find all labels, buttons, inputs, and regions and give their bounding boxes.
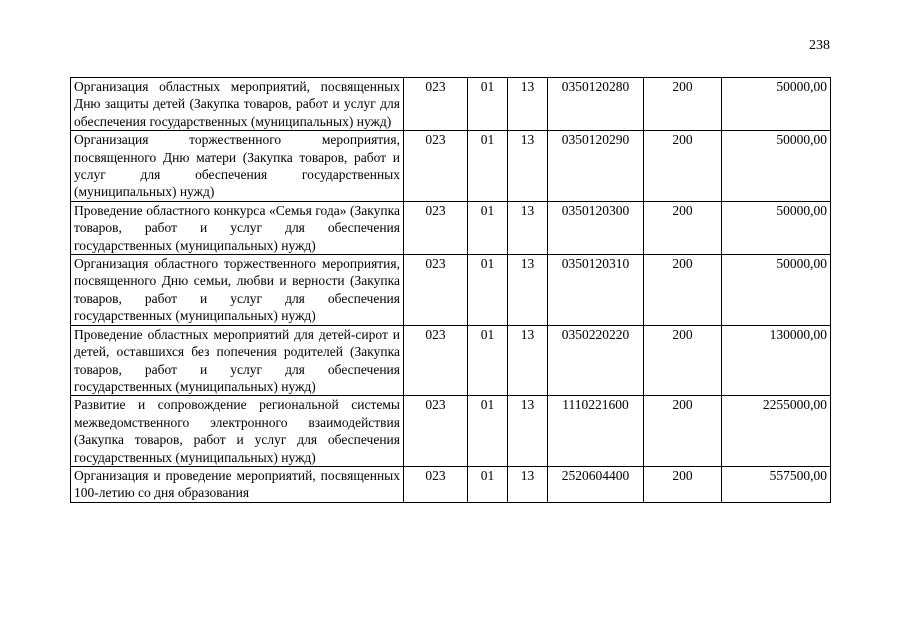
row-subsection-code: 13 [508, 396, 548, 467]
row-section-code: 01 [468, 396, 508, 467]
table-row [71, 325, 831, 396]
row-expense-type: 200 [644, 131, 722, 202]
row-amount: 557500,00 [722, 466, 831, 502]
row-target-article: 0350220220 [548, 325, 644, 396]
row-amount: 50000,00 [722, 131, 831, 202]
row-subsection-code: 13 [508, 78, 548, 131]
row-ministry-code: 023 [404, 131, 468, 202]
row-ministry-code: 023 [404, 201, 468, 254]
budget-table [70, 77, 831, 503]
page-number: 238 [809, 38, 830, 53]
row-target-article: 0350120300 [548, 201, 644, 254]
row-expense-type: 200 [644, 255, 722, 326]
row-ministry-code: 023 [404, 325, 468, 396]
row-target-article: 1110221600 [548, 396, 644, 467]
table-row [71, 396, 831, 467]
row-amount: 50000,00 [722, 78, 831, 131]
table-row [71, 78, 831, 131]
table-row [71, 466, 831, 502]
table-row [71, 131, 831, 202]
row-section-code: 01 [468, 466, 508, 502]
table-row [71, 201, 831, 254]
row-section-code: 01 [468, 201, 508, 254]
row-description: Организация областных мероприятий, посвященных Дню защиты детей (Закупка товаров, работ и услуг для обеспечения государственных (муниципальных) нужд) [71, 78, 404, 131]
row-subsection-code: 13 [508, 255, 548, 326]
row-amount: 50000,00 [722, 255, 831, 326]
row-description: Проведение областного конкурса «Семья года» (Закупка товаров, работ и услуг для обеспечения государственных (муниципальных) нужд) [71, 201, 404, 254]
row-expense-type: 200 [644, 78, 722, 131]
row-target-article: 0350120280 [548, 78, 644, 131]
row-target-article: 2520604400 [548, 466, 644, 502]
row-amount: 50000,00 [722, 201, 831, 254]
row-expense-type: 200 [644, 325, 722, 396]
row-expense-type: 200 [644, 466, 722, 502]
row-amount: 130000,00 [722, 325, 831, 396]
row-description: Организация и проведение мероприятий, посвященных 100-летию со дня образования [71, 466, 404, 502]
row-ministry-code: 023 [404, 255, 468, 326]
row-target-article: 0350120310 [548, 255, 644, 326]
row-subsection-code: 13 [508, 131, 548, 202]
row-section-code: 01 [468, 325, 508, 396]
row-ministry-code: 023 [404, 466, 468, 502]
row-description: Развитие и сопровождение региональной системы межведомственного электронного взаимодействия (Закупка товаров, работ и услуг для обеспечения государственных (муниципальных) нужд) [71, 396, 404, 467]
row-subsection-code: 13 [508, 466, 548, 502]
row-description: Проведение областных мероприятий для детей-сирот и детей, оставшихся без попечения родителей (Закупка товаров, работ и услуг для обеспечения государственных (муниципальных) нужд) [71, 325, 404, 396]
table-row [71, 255, 831, 326]
row-target-article: 0350120290 [548, 131, 644, 202]
row-ministry-code: 023 [404, 396, 468, 467]
row-description: Организация торжественного мероприятия, посвященного Дню матери (Закупка товаров, работ и услуг для обеспечения государственных (муниципальных) нужд) [71, 131, 404, 202]
row-subsection-code: 13 [508, 201, 548, 254]
row-section-code: 01 [468, 131, 508, 202]
row-description: Организация областного торжественного мероприятия, посвященного Дню семьи, любви и верности (Закупка товаров, работ и услуг для обеспечения государственных (муниципальных) нужд) [71, 255, 404, 326]
row-subsection-code: 13 [508, 325, 548, 396]
row-expense-type: 200 [644, 201, 722, 254]
row-section-code: 01 [468, 78, 508, 131]
row-ministry-code: 023 [404, 78, 468, 131]
row-expense-type: 200 [644, 396, 722, 467]
row-section-code: 01 [468, 255, 508, 326]
row-amount: 2255000,00 [722, 396, 831, 467]
